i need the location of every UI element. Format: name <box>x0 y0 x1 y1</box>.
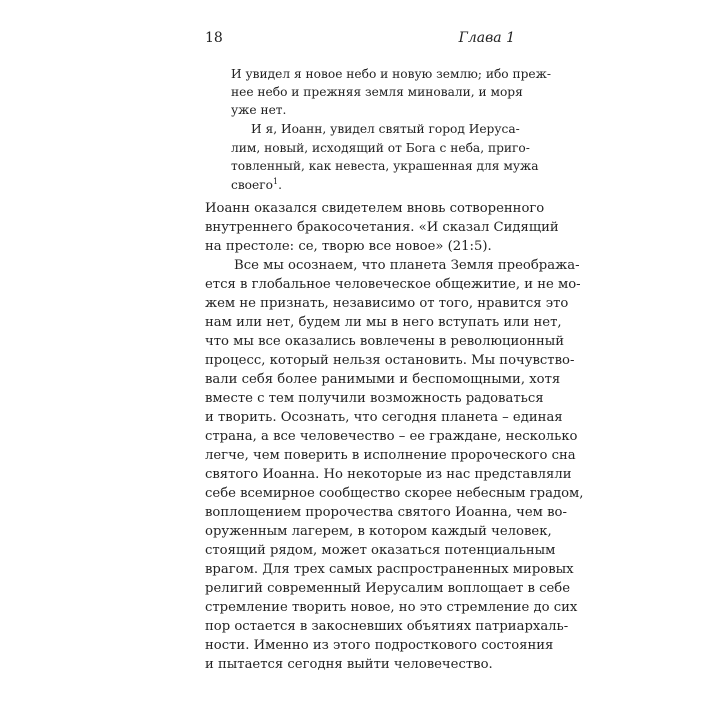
body-line: и пытается сегодня выйти человечество. <box>205 657 493 672</box>
epigraph-line: товленный, как невеста, украшенная для мужа <box>231 159 539 173</box>
body-line: воплощением пророчества святого Иоанна, чем во- <box>205 505 567 520</box>
body-line: врагом. Для трех самых распространенных мировых <box>205 562 574 577</box>
body-line: вали себя более ранимыми и беспомощными, хотя <box>205 372 561 387</box>
body-line: процесс, который нельзя остановить. Мы почувство- <box>205 353 575 368</box>
epigraph-line: нее небо и прежняя земля миновали, и моря <box>231 85 523 99</box>
body-line: ности. Именно из этого подросткового состояния <box>205 638 554 653</box>
epigraph-line: лим, новый, исходящий от Бога с неба, приго- <box>231 141 530 155</box>
body-line: оруженным лагерем, в котором каждый человек, <box>205 524 552 539</box>
epigraph-line-last <box>231 176 514 194</box>
epigraph-line: И я, Иоанн, увидел святый город Иеруса- <box>251 122 520 136</box>
chapter-title: Глава 1 <box>458 30 515 46</box>
body-line: легче, чем поверить в исполнение пророческого сна <box>205 448 576 463</box>
body-line: стоящий рядом, может оказаться потенциальным <box>205 543 556 558</box>
body-line: что мы все оказались вовлечены в революционный <box>205 334 565 349</box>
footnote-reference[interactable]: 1 <box>272 176 279 186</box>
body-line: стремление творить новое, но это стремление до сих <box>205 600 578 615</box>
body-line: себе всемирное сообщество скорее небесным градом, <box>205 486 584 501</box>
epigraph-line: И увидел я новое небо и новую землю; ибо преж- <box>231 67 551 81</box>
period: . <box>278 178 282 192</box>
body-line: на престоле: се, творю все новое» (21:5). <box>205 239 492 254</box>
body-line: Иоанн оказался свидетелем вновь сотворенного <box>205 201 545 216</box>
running-head <box>205 30 515 50</box>
body-line: и творить. Осознать, что сегодня планета – единая <box>205 410 563 425</box>
epigraph-line: уже нет. <box>231 103 287 117</box>
body-line: страна, а все человечество – ее граждане, несколько <box>205 429 578 444</box>
body-line: святого Иоанна. Но некоторые из нас представляли <box>205 467 572 482</box>
body-line: ется в глобальное человеческое общежитие, и не мо- <box>205 277 581 292</box>
epigraph-text: своего <box>231 178 273 192</box>
body-line: внутреннего бракосочетания. «И сказал Сидящий <box>205 220 559 235</box>
body-line: пор остается в закосневших объятиях патриархаль- <box>205 619 569 634</box>
body-line: нам или нет, будем ли мы в него вступать или нет, <box>205 315 562 330</box>
body-line: Все мы осознаем, что планета Земля преобража- <box>234 258 580 273</box>
body-line: вместе с тем получили возможность радоваться <box>205 391 544 406</box>
body-line: религий современный Иерусалим воплощает в себе <box>205 581 571 596</box>
page-number: 18 <box>205 30 223 46</box>
body-line: жем не признать, независимо от того, нравится это <box>205 296 569 311</box>
